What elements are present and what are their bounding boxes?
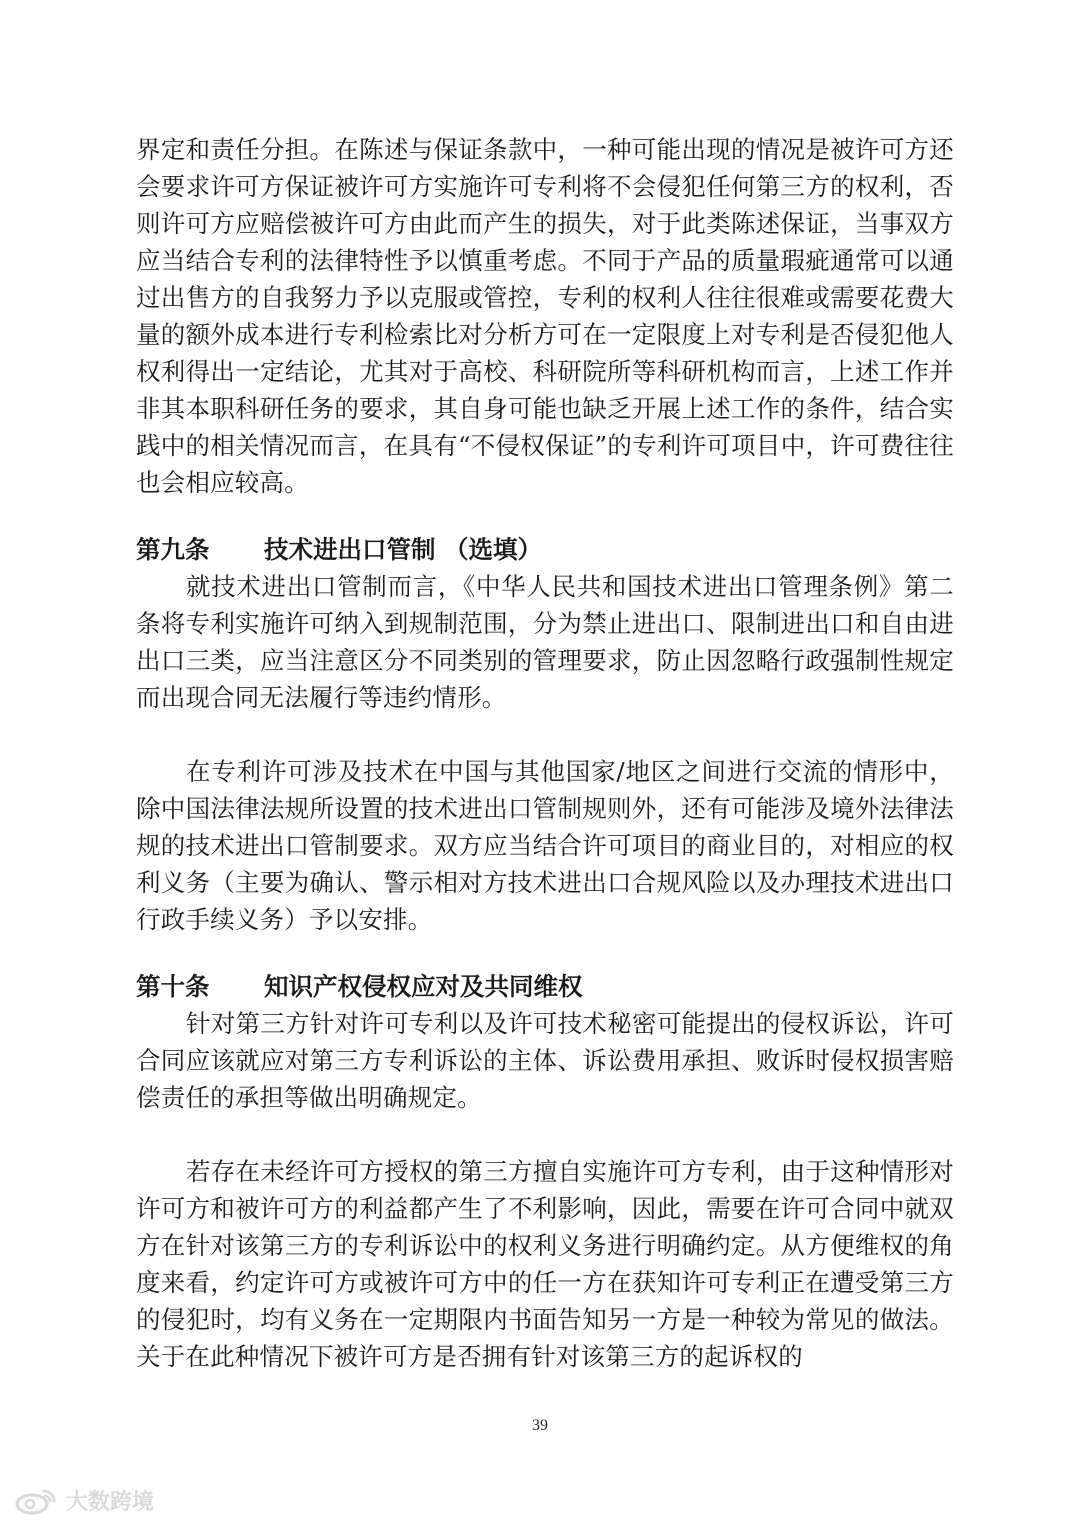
document-body — [136, 131, 954, 1375]
section-title: 知识产权侵权应对及共同维权 — [264, 972, 583, 1001]
paragraph: 在专利许可涉及技术在中国与其他国家/地区之间进行交流的情形中，除中国法律法规所设置的技术进出口管制规则外，还有可能涉及境外法律法规的技术进出口管制要求。双方应当结合许可项目的商业目的，对相应的权利义务（主要为确认、警示相对方技术进出口合规风险以及办理技术进出口行政手续义务）予以安排。 — [136, 757, 954, 934]
section-title: 技术进出口管制 （选填） — [264, 535, 543, 564]
paragraph: 若存在未经许可方授权的第三方擅自实施许可方专利，由于这种情形对许可方和被许可方的利益都产生了不利影响，因此，需要在许可合同中就双方在针对该第三方的专利诉讼中的权利义务进行明确约定。从方便维权的角度来看，约定许可方或被许可方中的任一方在获知许可专利正在遭受第三方的侵犯时，均有义务在一定期限内书面告知另一方是一种较为常见的做法。关于在此种情况下被许可方是否拥有针对该第三方的起诉权的 — [136, 1157, 954, 1371]
section-number: 第十条 — [136, 972, 210, 1001]
page-number: 39 — [532, 1417, 548, 1434]
section-heading — [136, 531, 954, 568]
watermark — [14, 1485, 154, 1516]
paragraph: 针对第三方针对许可专利以及许可技术秘密可能提出的侵权诉讼，许可合同应该就应对第三方专利诉讼的主体、诉讼费用承担、败诉时侵权损害赔偿责任的承担等做出明确规定。 — [136, 1009, 954, 1112]
weibo-logo-icon — [14, 1487, 60, 1515]
section-heading — [136, 968, 954, 1005]
section-number: 第九条 — [136, 535, 210, 564]
paragraph: 就技术进出口管制而言，《中华人民共和国技术进出口管理条例》第二条将专利实施许可纳入到规制范围，分为禁止进出口、限制进出口和自由进出口三类，应当注意区分不同类别的管理要求，防止因忽略行政强制性规定而出现合同无法履行等违约情形。 — [136, 572, 954, 712]
watermark-text: 大数跨境 — [66, 1490, 155, 1515]
paragraph: 界定和责任分担。在陈述与保证条款中，一种可能出现的情况是被许可方还会要求许可方保证被许可方实施许可专利将不会侵犯任何第三方的权利，否则许可方应赔偿被许可方由此而产生的损失，对于此类陈述保证，当事双方应当结合专利的法律特性予以慎重考虑。不同于产品的质量瑕疵通常可以通过出售方的自我努力予以克服或管控，专利的权利人往往很难或需要花费大量的额外成本进行专利检索比对分析方可在一定限度上对专利是否侵犯他人权利得出一定结论，尤其对于高校、科研院所等科研机构而言，上述工作并非其本职科研任务的要求，其自身可能也缺乏开展上述工作的条件，结合实践中的相关情况而言，在具有“不侵权保证”的专利许可项目中，许可费往往也会相应较高。 — [136, 135, 954, 497]
